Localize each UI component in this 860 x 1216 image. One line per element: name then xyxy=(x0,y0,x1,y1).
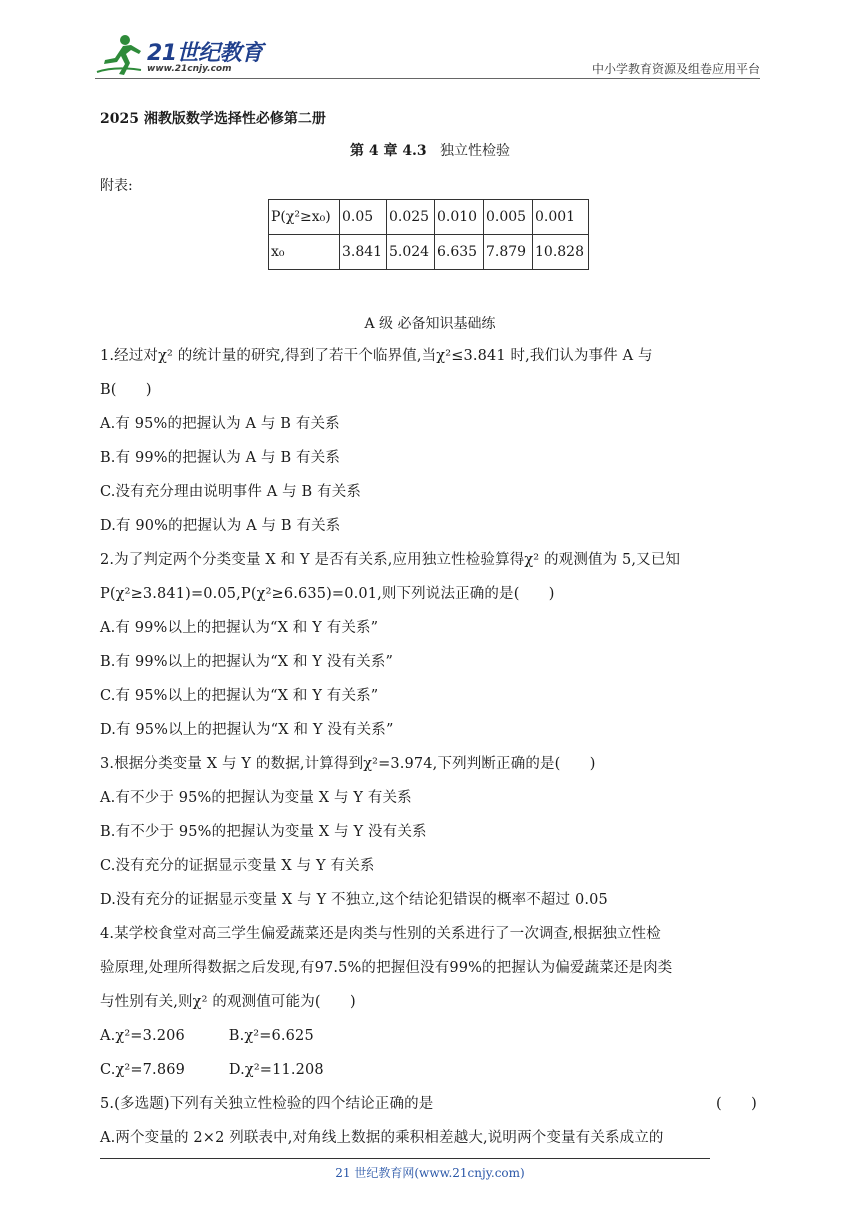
q3-option-c: C.没有充分的证据显示变量 X 与 Y 有关系 xyxy=(100,858,375,874)
header-divider xyxy=(95,78,760,79)
footer-link[interactable]: 21 世纪教育网(www.21cnjy.com) xyxy=(335,1166,525,1180)
question-3-stem: 3.根据分类变量 X 与 Y 的数据,计算得到χ²=3.974,下列判断正确的是( ) xyxy=(100,756,596,772)
logo-url: www.21cnjy.com xyxy=(147,64,232,74)
question-1-stem-cont: B( ) xyxy=(100,382,152,398)
q4-options-cd: C.χ²=7.869 D.χ²=11.208 xyxy=(100,1062,324,1078)
site-logo[interactable] xyxy=(95,32,265,78)
q1-option-b: B.有 99%的把握认为 A 与 B 有关系 xyxy=(100,450,340,466)
table-cell: 0.001 xyxy=(533,200,589,235)
q3-option-b: B.有不少于 95%的把握认为变量 X 与 Y 没有关系 xyxy=(100,824,427,840)
table-row xyxy=(269,200,589,235)
brand-name: 21世纪教育 xyxy=(147,41,263,66)
question-4-stem-cont: 与性别有关,则χ² 的观测值可能为( ) xyxy=(100,994,356,1010)
table-cell: 10.828 xyxy=(533,235,589,270)
question-4-stem-cont: 验原理,处理所得数据之后发现,有97.5%的把握但没有99%的把握认为偏爱蔬菜还是肉类 xyxy=(100,960,673,976)
site-tagline: 中小学教育资源及组卷应用平台 xyxy=(591,62,760,76)
chapter-heading xyxy=(0,140,860,160)
q3-option-d: D.没有充分的证据显示变量 X 与 Y 不独立,这个结论犯错误的概率不超过 0.05 xyxy=(100,892,608,908)
q2-option-b: B.有 99%以上的把握认为“X 和 Y 没有关系” xyxy=(100,654,394,670)
book-title: 2025 湘教版数学选择性必修第二册 xyxy=(100,111,326,127)
q1-option-a: A.有 95%的把握认为 A 与 B 有关系 xyxy=(100,416,340,432)
table-cell: 0.025 xyxy=(387,200,435,235)
q2-option-a: A.有 99%以上的把握认为“X 和 Y 有关系” xyxy=(100,620,379,636)
level-heading: A 级 必备知识基础练 xyxy=(364,316,496,332)
footer-divider xyxy=(100,1158,710,1159)
table-cell: 3.841 xyxy=(340,235,387,270)
q3-option-a: A.有不少于 95%的把握认为变量 X 与 Y 有关系 xyxy=(100,790,412,806)
question-2-stem-cont: P(χ²≥3.841)=0.05,P(χ²≥6.635)=0.01,则下列说法正确的是( ) xyxy=(100,586,555,602)
table-cell: 6.635 xyxy=(435,235,484,270)
page-header xyxy=(95,30,760,80)
question-1-stem: 1.经过对χ² 的统计量的研究,得到了若干个临界值,当χ²≤3.841 时,我们认为事件 A 与 xyxy=(100,348,653,364)
q2-option-c: C.有 95%以上的把握认为“X 和 Y 有关系” xyxy=(100,688,379,704)
q5-option-a: A.两个变量的 2×2 列联表中,对角线上数据的乘积相差越大,说明两个变量有关系成立的 xyxy=(100,1130,664,1146)
q1-option-c: C.没有充分理由说明事件 A 与 B 有关系 xyxy=(100,484,362,500)
q1-option-d: D.有 90%的把握认为 A 与 B 有关系 xyxy=(100,518,341,534)
critical-value-table xyxy=(268,199,589,270)
table-cell: x₀ xyxy=(269,235,340,270)
question-4-stem: 4.某学校食堂对高三学生偏爱蔬菜还是肉类与性别的关系进行了一次调查,根据独立性检 xyxy=(100,926,661,942)
table-cell: 5.024 xyxy=(387,235,435,270)
appendix-label: 附表: xyxy=(100,178,133,194)
question-2-stem: 2.为了判定两个分类变量 X 和 Y 是否有关系,应用独立性检验算得χ² 的观测值为 5,又已知 xyxy=(100,552,681,568)
chapter-number: 第 4 章 4.3 xyxy=(349,143,427,159)
table-cell: 0.05 xyxy=(340,200,387,235)
q5-answer-paren: ( ) xyxy=(716,1096,757,1112)
table-cell: P(χ²≥x₀) xyxy=(269,200,340,235)
question-5-stem: 5.(多选题)下列有关独立性检验的四个结论正确的是 xyxy=(100,1096,434,1112)
q4-options-ab: A.χ²=3.206 B.χ²=6.625 xyxy=(100,1028,314,1044)
q2-option-d: D.有 95%以上的把握认为“X 和 Y 没有关系” xyxy=(100,722,394,738)
chapter-title: 独立性检验 xyxy=(440,143,511,159)
table-row xyxy=(269,235,589,270)
runner-icon xyxy=(95,32,145,78)
table-cell: 7.879 xyxy=(484,235,533,270)
table-cell: 0.005 xyxy=(484,200,533,235)
table-cell: 0.010 xyxy=(435,200,484,235)
